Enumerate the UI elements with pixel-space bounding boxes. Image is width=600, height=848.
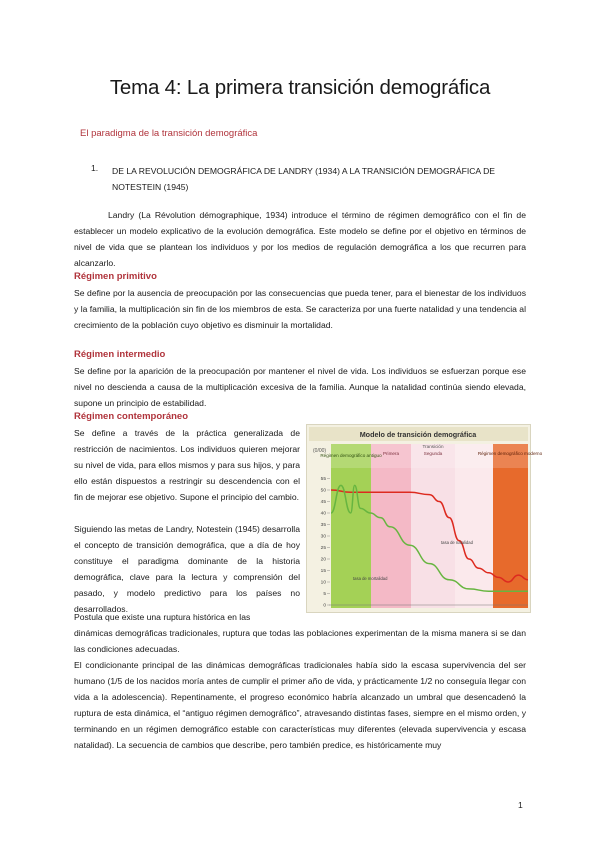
notestein-paragraph: Siguiendo las metas de Landry, Notestein (1945) desarrolla el concepto de transición demográfica, que a día de hoy constituye el paradigma dominante de la historia demográfica, clave para la lectura y comprensión del pasado, y modelo predictivo para los países no desarrollados.: [74, 524, 300, 614]
y-tick-label: 30: [320, 534, 326, 540]
phase-band-second: [411, 444, 455, 608]
list-heading: DE LA REVOLUCIÓN DEMOGRÁFICA DE LANDRY (1934) A LA TRANSICIÓN DEMOGRÁFICA DE NOTESTEIN (1945): [112, 166, 496, 192]
page-title: Tema 4: La primera transición demográfica: [109, 76, 491, 99]
y-tick-label: 25: [320, 546, 326, 551]
regimen-contemporaneo-text: Se define a través de la práctica generalizada de restricción de nacimientos. Los individuos quieren mejorar su nivel de vida, para ellos mismos y para sus hijos, y para ello están dispuestos a restringir su descendencia con el fin de mejorar ese objetivo. Supone el principio del cambio.: [74, 428, 300, 502]
transition-chart: [306, 424, 543, 613]
y-tick-label: 55: [320, 477, 326, 482]
y-tick-label: 0: [323, 603, 326, 609]
phase-band-transition: [455, 444, 493, 608]
list-number: 1.: [91, 163, 99, 173]
phase-label-modern: Régimen demográfico moderno: [477, 451, 543, 456]
phase-label-old: Régimen demográfico antiguo: [320, 453, 382, 458]
phase-label-transition: Transición: [422, 444, 444, 449]
y-tick-label: 45: [320, 500, 326, 505]
regimen-primitivo-heading: Régimen primitivo: [74, 271, 157, 282]
y-tick-label: 10: [320, 580, 326, 586]
chart-title: Modelo de transición demográfica: [359, 430, 477, 439]
y-tick-label: 5: [323, 592, 326, 597]
postula-paragraph: dinámicas demográficas tradicionales, ruptura que todas las poblaciones experimentan de la misma manera si se dan las condiciones adecuadas.: [74, 628, 526, 654]
y-tick-label: 15: [320, 569, 326, 574]
y-tick-label: 40: [320, 511, 326, 517]
mortality-legend: tasa de mortalidad: [353, 576, 388, 581]
y-tick-label: 20: [320, 557, 326, 563]
regimen-contemporaneo-heading: Régimen contemporáneo: [74, 411, 189, 422]
final-paragraph: El condicionante principal de las dinámicas demográficas tradicionales había sido la escasa supervivencia del ser humano (1/5 de los nacidos moría antes de cumplir el primer año de vida, y prácticamente 1/2 no conseguía llegar con vida a la adolescencia). Repentinamente, el progreso económico habría alcanzado un umbral que desencadenó la ruptura de esta dinámica, el “antiguo régimen demográfico”, atravesando distintas fases, siempre en el mismo orden, y terminando en un régimen demográfico estable con características muy diferentes (elevada supervivencia y escasa natalidad). La secuencia de cambios que describe, pero también predice, es históricamente muy: [74, 660, 526, 750]
phase-label-first: Primera: [382, 451, 400, 456]
natality-legend: tasa de natalidad: [441, 540, 473, 545]
page-number: 1: [518, 800, 523, 810]
phase-band-first: [371, 444, 411, 608]
regimen-primitivo-text: Se define por la ausencia de preocupación por las consecuencias que pueda tener, para el bienestar de los individuos y la familia, la multiplicación sin fin de los miembros de esta. Se caracteriza por una fuerte natalidad y una tendencia al crecimiento de la población cuyo objetivo es disminuir la mortalidad.: [74, 288, 526, 330]
phase-label-second: Segunda: [423, 451, 443, 456]
y-tick-label: 35: [320, 523, 326, 528]
intro-paragraph: Landry (La Révolution démographique, 1934) introduce el término de régimen demográfico con el fin de establecer un modelo explicativo de la evolución demográfica. Este modelo se define por el objetivo en términos de nivel de vida que se plantean los individuos y por los medios de regulación demográfica a los que recurren para alcanzarlo.: [74, 210, 526, 268]
regimen-intermedio-heading: Régimen intermedio: [74, 349, 166, 360]
chart-y-label: (0/00): [313, 448, 327, 454]
section-title: El paradigma de la transición demográfica: [80, 128, 258, 139]
y-tick-label: 50: [320, 488, 326, 494]
regimen-intermedio-text: Se define por la aparición de la preocupación por mantener el nivel de vida. Los individuos se esfuerzan porque ese nivel no descienda a causa de la multiplicación excesiva de la familia. Aunque la natalidad continúa siendo elevada, supone un principio de estabilidad.: [74, 366, 526, 408]
phase-band-modern: [493, 444, 528, 608]
postula-line: Postula que existe una ruptura histórica en las: [74, 612, 251, 622]
phase-band-old: [331, 444, 371, 608]
